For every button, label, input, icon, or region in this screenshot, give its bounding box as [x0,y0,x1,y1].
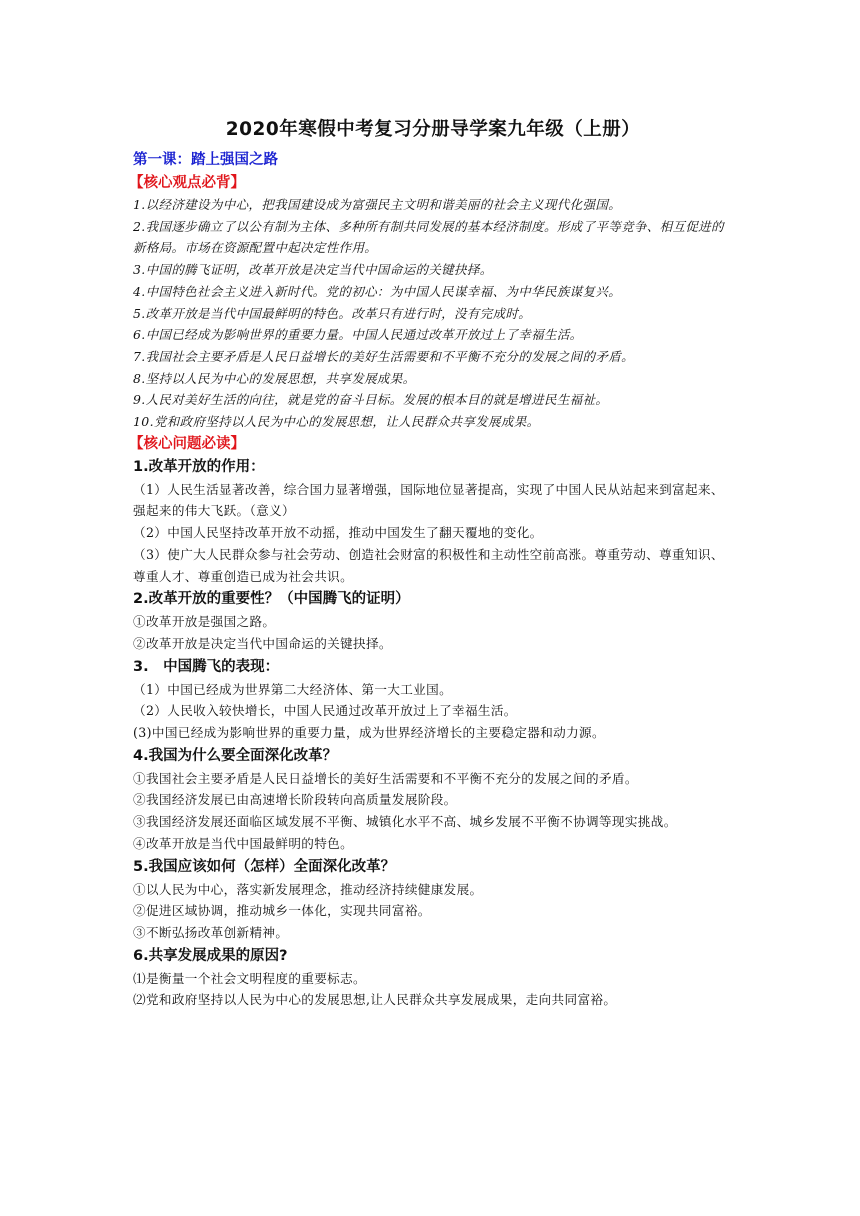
answer-item: ③不断弘扬改革创新精神。 [133,924,289,940]
answer-item: （2）人民收入较快增长，中国人民通过改革开放过上了幸福生活。 [133,703,517,719]
question-heading: 1.改革开放的作用： [133,458,265,475]
answer-item: ②我国经济发展已由高速增长阶段转向高质量发展阶段。 [133,792,457,808]
core-view-item: 4.中国特色社会主义进入新时代。党的初心：为中国人民谋幸福、为中华民族谋复兴。 [133,283,622,299]
answer-item: ①我国社会主要矛盾是人民日益增长的美好生活需要和不平衡不充分的发展之间的矛盾。 [133,770,638,786]
answer-item: ⑴是衡量一个社会文明程度的重要标志。 [133,970,366,986]
question-heading: 3. 中国腾飞的表现： [133,658,280,675]
answer-item: （1）中国已经成为世界第二大经济体、第一大工业国。 [133,681,453,697]
core-view-item: 6.中国已经成为影响世界的重要力量。中国人民通过改革开放过上了幸福生活。 [133,327,583,343]
answer-item: ⑵党和政府坚持以人民为中心的发展思想,让人民群众共享发展成果，走向共同富裕。 [133,992,617,1008]
question-heading: 5.我国应该如何（怎样）全面深化改革？ [133,858,396,875]
core-view-item: 1.以经济建设为中心，把我国建设成为富强民主文明和谐美丽的社会主义现代化强国。 [133,197,622,212]
answer-item: ③我国经济发展还面临区域发展不平衡、城镇化水平不高、城乡发展不平衡不协调等现实挑战。 [133,814,677,830]
answer-item: ①以人民为中心，落实新发展理念，推动经济持续健康发展。 [133,881,483,897]
answer-item: ②促进区域协调，推动城乡一体化，实现共同富裕。 [133,903,431,919]
answer-item: （2）中国人民坚持改革开放不动摇，推动中国发生了翻天覆地的变化。 [133,525,543,541]
answer-item: (3)中国已经成为影响世界的重要力量，成为世界经济增长的主要稳定器和动力源。 [133,725,605,741]
question-heading: 6.共享发展成果的原因? [133,947,288,964]
core-questions-heading: 【核心问题必读】 [129,435,245,452]
answer-item: （3）使广大人民群众参与社会劳动、创造社会财富的积极性和主动性空前高涨。尊重劳动、尊重知识、尊重人才、尊重创造已成为社会共识。 [133,546,724,584]
core-view-item: 10.党和政府坚持以人民为中心的发展思想，让人民群众共享发展成果。 [133,414,540,430]
core-views-heading: 【核心观点必背】 [129,175,245,191]
answer-item: ②改革开放是决定当代中国命运的关键抉择。 [133,635,392,651]
core-view-item: 8.坚持以人民为中心的发展思想，共享发展成果。 [133,370,416,386]
question-heading: 4.我国为什么要全面深化改革？ [133,747,338,764]
core-view-item: 3.中国的腾飞证明，改革开放是决定当代中国命运的关键抉择。 [133,262,493,278]
core-view-item: 2.我国逐步确立了以公有制为主体、多种所有制共同发展的基本经济制度。形成了平等竞争、相互促进的新格局。市场在资源配置中起决定性作用。 [133,218,724,256]
core-view-item: 7.我国社会主要矛盾是人民日益增长的美好生活需要和不平衡不充分的发展之间的矛盾。 [133,348,634,364]
core-view-item: 5.改革开放是当代中国最鲜明的特色。改革只有进行时，没有完成时。 [133,305,532,321]
answer-item: ①改革开放是强国之路。 [133,614,276,630]
answer-item: ④改革开放是当代中国最鲜明的特色。 [133,835,354,851]
core-view-item: 9.人民对美好生活的向往，就是党的奋斗目标。发展的根本目的就是增进民生福祉。 [133,392,609,408]
document-title: 2020年寒假中考复习分册导学案九年级（上册） [225,119,641,140]
lesson-heading: 第一课：踏上强国之路 [133,152,278,168]
question-heading: 2.改革开放的重要性？（中国腾飞的证明） [133,591,410,608]
answer-item: （1）人民生活显著改善，综合国力显著增强，国际地位显著提高，实现了中国人民从站起来到富起来、强起来的伟大飞跃。（意义） [133,481,724,519]
document-content [129,112,733,1011]
